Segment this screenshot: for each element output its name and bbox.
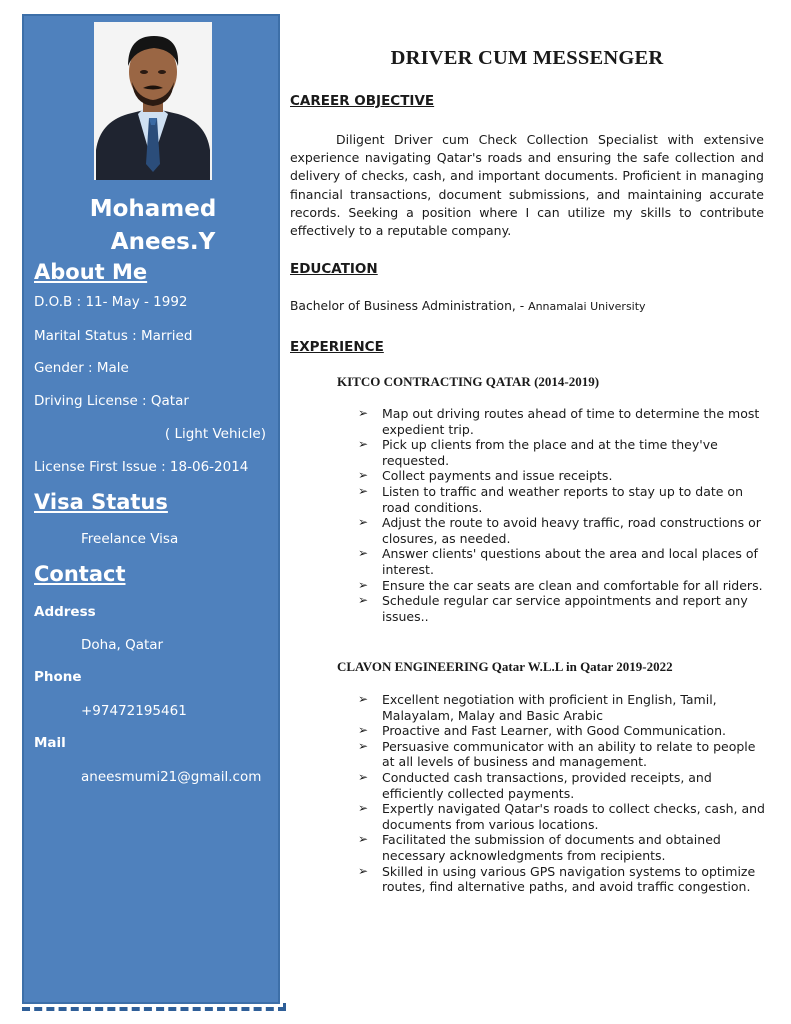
marital-status-text: Marital Status : Married (34, 328, 193, 344)
address-label: Address (34, 604, 96, 620)
list-item: ➢ Ensure the car seats are clean and comfortable for all riders. (358, 577, 763, 593)
list-item: ➢ Proactive and Fast Learner, with Good Communication. (358, 723, 726, 739)
job-bullets-2 (356, 692, 766, 895)
bullet-arrow-icon: ➢ (358, 801, 369, 816)
sidebar (22, 14, 280, 1004)
list-item: ➢ Schedule regular car service appointments and report any issues.. (358, 593, 748, 624)
phone-value: +97472195461 (81, 703, 187, 719)
bullet-arrow-icon: ➢ (358, 468, 369, 483)
list-item: ➢ Map out driving routes ahead of time to determine the most expedient trip. (358, 406, 760, 437)
list-item: ➢ Pick up clients from the place and at the time they've requested. (358, 437, 718, 468)
career-objective-text: Diligent Driver cum Check Collection Specialist with extensive experience navigating Qatar's roads and ensuring the safe collection and delivery of checks, cash, and important documents. Proficient in managing financial transactions, document submissions, and maintaining accurate records. Seeking a position where I can utilize my skills to contribute effectively to a reputable company. (290, 132, 764, 239)
bullet-arrow-icon: ➢ (358, 832, 369, 847)
list-item: ➢ Expertly navigated Qatar's roads to collect checks, cash, and documents from various locations. (358, 801, 765, 832)
list-item: ➢ Persuasive communicator with an ability to relate to people at all levels of business and management. (358, 738, 756, 770)
name-last: Anees.Y (110, 229, 216, 255)
driving-license-text: Driving License : Qatar (34, 393, 189, 409)
contact-heading: Contact (34, 562, 126, 586)
profile-photo-image (94, 22, 212, 180)
career-objective-heading: CAREER OBJECTIVE (290, 93, 435, 109)
list-item: ➢ Excellent negotiation with proficient in English, Tamil, Malayalam, Malay and Basic Arabic (358, 692, 717, 723)
bullet-arrow-icon: ➢ (358, 769, 369, 784)
phone-label: Phone (34, 669, 82, 685)
list-item: ➢ Facilitated the submission of documents and obtained necessary acknowledgments from recipients. (358, 832, 721, 863)
bullet-arrow-icon: ➢ (358, 723, 369, 738)
visa-status-heading: Visa Status (34, 490, 168, 514)
education-university: Annamalai University (528, 300, 646, 313)
bullet-arrow-icon: ➢ (358, 483, 369, 498)
job-company-2: CLAVON ENGINEERING Qatar W.L.L in Qatar 2019-2022 (337, 659, 673, 674)
list-item: ➢ Answer clients' questions about the area and local places of interest. (358, 546, 758, 577)
list-item: ➢ Adjust the route to avoid heavy traffic, road constructions or closures, as needed. (358, 515, 761, 546)
education-entry (290, 299, 646, 313)
list-item: ➢ Skilled in using various GPS navigation systems to optimize routes, find alternative paths, and avoid traffic congestion. (358, 863, 756, 895)
about-me-heading: About Me (34, 260, 148, 284)
experience-heading: EXPERIENCE (290, 339, 384, 355)
list-item: ➢ Conducted cash transactions, provided receipts, and efficiently collected payments. (358, 769, 712, 801)
education-degree: Bachelor of Business Administration, - (290, 299, 525, 313)
bullet-arrow-icon: ➢ (358, 738, 369, 753)
mail-value: aneesmumi21@gmail.com (81, 769, 262, 785)
list-item: ➢ Listen to traffic and weather reports to stay up to date on road conditions. (358, 483, 743, 515)
bullet-arrow-icon: ➢ (358, 546, 369, 561)
address-value: Doha, Qatar (81, 637, 164, 653)
bullet-arrow-icon: ➢ (358, 577, 369, 592)
gender-text: Gender : Male (34, 360, 129, 376)
education-heading: EDUCATION (290, 261, 378, 277)
bullet-arrow-icon: ➢ (358, 406, 369, 420)
visa-status-value: Freelance Visa (81, 531, 179, 547)
sidebar-bottom-border (22, 1007, 286, 1011)
sidebar-corner-mark (283, 1003, 286, 1011)
profile-photo (94, 22, 212, 180)
bullet-arrow-icon: ➢ (358, 593, 369, 608)
list-item: ➢ Collect payments and issue receipts. (358, 468, 613, 484)
mail-label: Mail (34, 735, 66, 751)
license-first-issue-text: License First Issue : 18-06-2014 (34, 459, 249, 475)
page-title: DRIVER CUM MESSENGER (390, 47, 664, 69)
bullet-arrow-icon: ➢ (358, 437, 369, 452)
license-type-text: ( Light Vehicle) (164, 426, 266, 442)
job-company-1: KITCO CONTRACTING QATAR (2014-2019) (337, 374, 600, 389)
bullet-arrow-icon: ➢ (358, 515, 369, 530)
name-first: Mohamed (89, 196, 217, 222)
bullet-arrow-icon: ➢ (358, 692, 369, 706)
dob-text: D.O.B : 11- May - 1992 (34, 294, 188, 310)
job-bullets-1 (356, 406, 766, 624)
bullet-arrow-icon: ➢ (358, 863, 369, 878)
